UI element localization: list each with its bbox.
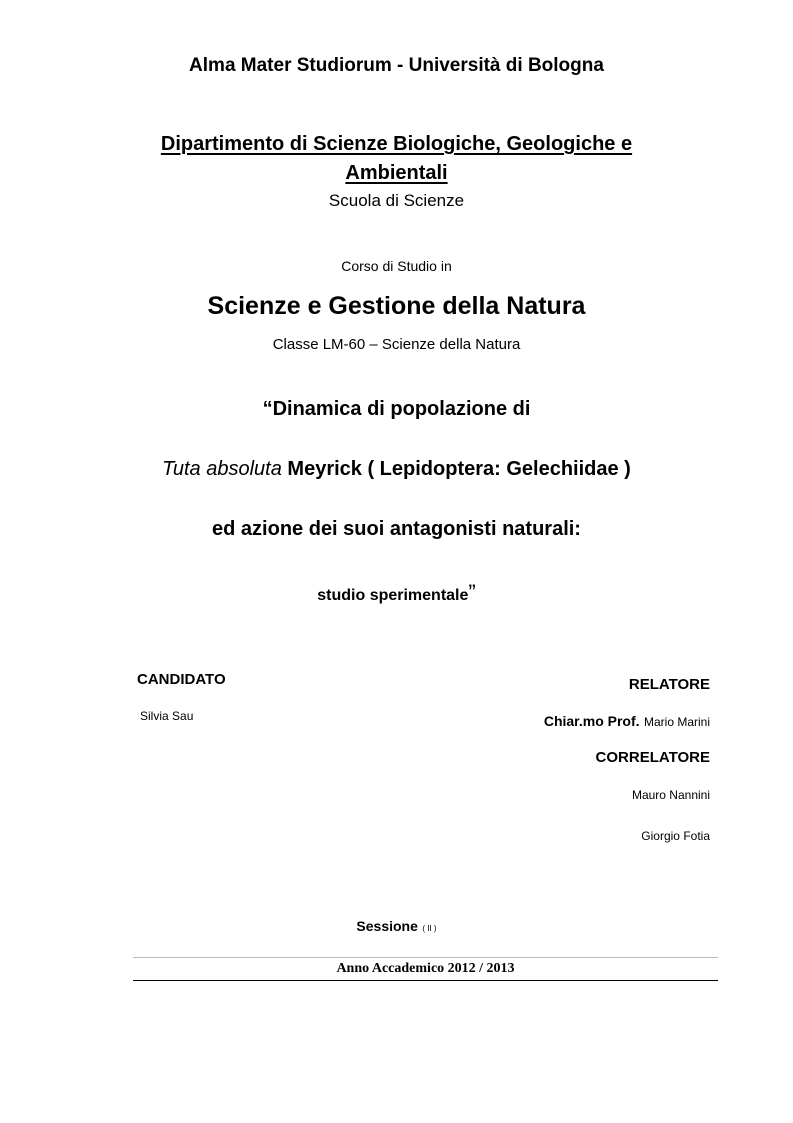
species-name: Tuta absoluta — [162, 458, 282, 480]
course-name: Scienze e Gestione della Natura — [207, 292, 586, 320]
session-label: Sessione — [356, 918, 418, 934]
school-name: Scuola di Scienze — [328, 191, 465, 210]
co-supervisor-label: CORRELATORE — [595, 749, 710, 766]
candidate-name: Silvia Sau — [140, 709, 194, 723]
course-class: Classe LM-60 – Scienze della Natura — [272, 336, 521, 353]
thesis-title-line-3: ed azione dei suoi antagonisti naturali: — [212, 518, 581, 540]
academic-year: Anno Accademico 2012 / 2013 — [336, 961, 515, 976]
department-line-1: Dipartimento di Scienze Biologiche, Geologiche e — [160, 133, 633, 155]
course-intro: Corso di Studio in — [341, 258, 452, 274]
supervisor-title: Chiar.mo Prof. — [543, 713, 640, 729]
divider-bottom — [133, 980, 718, 981]
supervisor — [544, 713, 710, 731]
thesis-title-line-4 — [0, 580, 793, 606]
supervisor-name: Mario Marini — [643, 715, 710, 729]
thesis-title-line-1: “Dinamica di popolazione di — [262, 398, 531, 420]
university-name: Alma Mater Studiorum - Università di Bologna — [189, 55, 604, 76]
thesis-subtitle: studio sperimentale — [317, 587, 469, 604]
session — [0, 918, 793, 936]
supervisor-label: RELATORE — [628, 676, 710, 693]
species-taxonomy: Meyrick ( Lepidoptera: Gelechiidae ) — [281, 458, 631, 480]
thesis-title-line-2 — [0, 458, 793, 481]
candidate-label: CANDIDATO — [137, 671, 226, 688]
session-value: ( II ) — [422, 924, 437, 933]
divider-top — [133, 957, 718, 958]
closing-quote: ” — [468, 580, 476, 605]
department-line-2: Ambientali — [345, 162, 448, 184]
co-supervisor-name: Mauro Nannini — [631, 788, 710, 802]
co-supervisor-name: Giorgio Fotia — [641, 829, 710, 843]
